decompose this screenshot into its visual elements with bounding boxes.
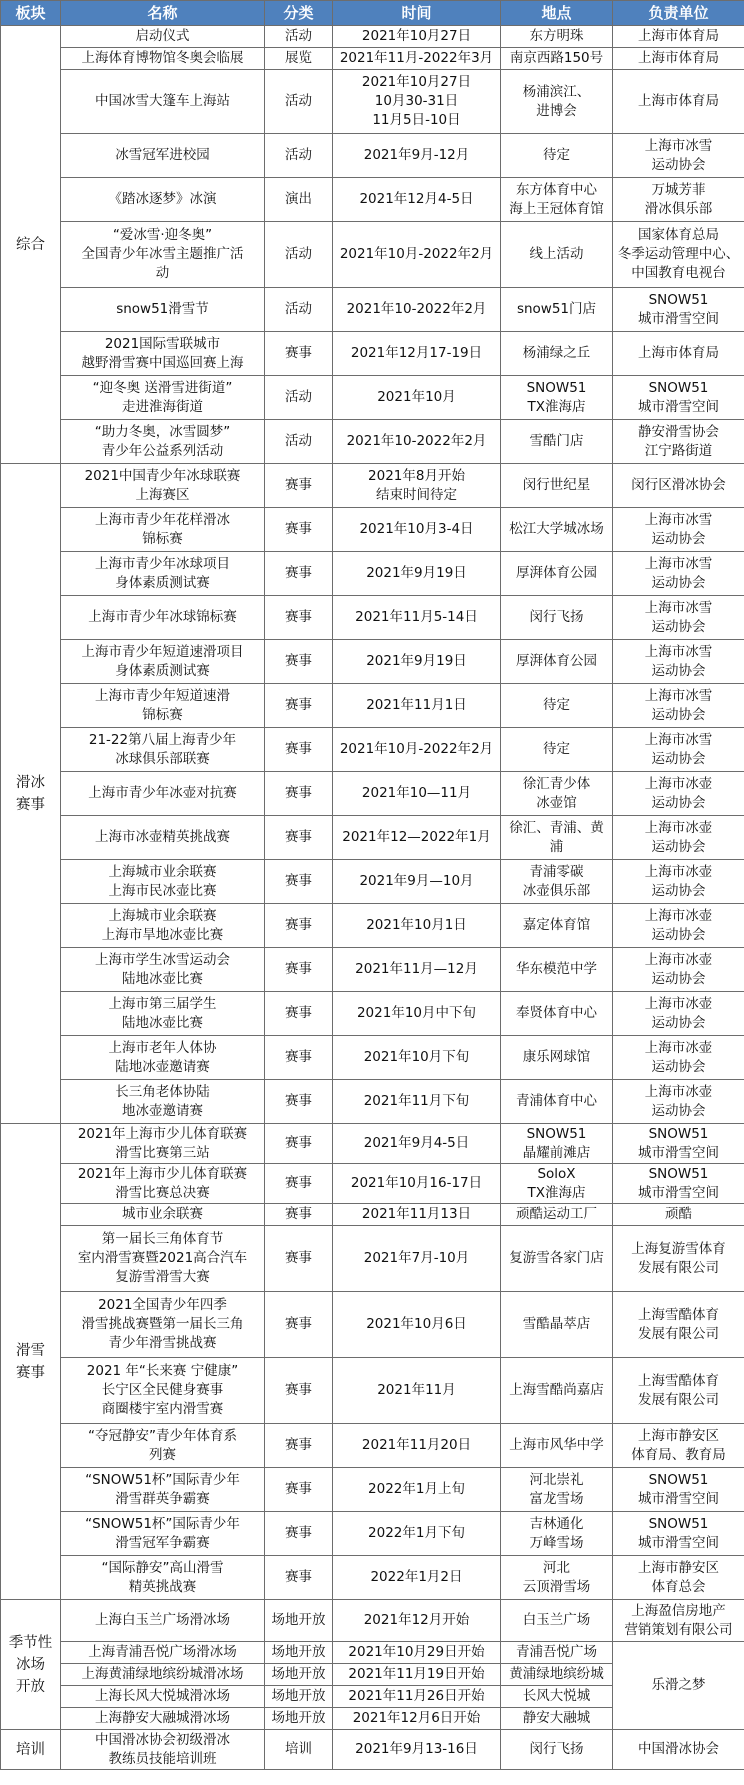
event-location-cell: 复游雪各家门店: [501, 1226, 613, 1292]
event-location-cell: 松江大学城冰场: [501, 508, 613, 552]
event-time-cell: 2021年10月29日开始: [333, 1642, 501, 1664]
event-location-cell: 华东模范中学: [501, 948, 613, 992]
event-organizer-cell: 上海市冰雪 运动协会: [613, 640, 744, 684]
event-organizer-cell: 上海市冰雪 运动协会: [613, 508, 744, 552]
event-name-cell: 上海市青少年冰球项目 身体素质测试赛: [61, 552, 265, 596]
event-location-cell: 吉林通化 万峰雪场: [501, 1512, 613, 1556]
event-location-cell: 线上活动: [501, 222, 613, 288]
header-category: 分类: [265, 1, 333, 26]
table-row: [1, 948, 744, 992]
event-time-cell: 2021年11月5-14日: [333, 596, 501, 640]
event-category-cell: 场地开放: [265, 1600, 333, 1642]
event-location-cell: 南京西路150号: [501, 48, 613, 70]
event-time-cell: 2021年8月开始 结束时间待定: [333, 464, 501, 508]
event-category-cell: 赛事: [265, 1424, 333, 1468]
event-organizer-cell: 上海盈信房地产 营销策划有限公司: [613, 1600, 744, 1642]
table-row: [1, 1600, 744, 1642]
event-name-cell: 上海市青少年冰壶对抗赛: [61, 772, 265, 816]
table-row: [1, 1358, 744, 1424]
event-time-cell: 2022年1月下旬: [333, 1512, 501, 1556]
event-category-cell: 演出: [265, 178, 333, 222]
table-row: [1, 816, 744, 860]
table-row: [1, 640, 744, 684]
event-location-cell: 待定: [501, 728, 613, 772]
table-row: [1, 1036, 744, 1080]
event-category-cell: 赛事: [265, 904, 333, 948]
table-row: [1, 464, 744, 508]
event-organizer-cell: 中国滑冰协会: [613, 1730, 744, 1770]
section-cell: 综合: [1, 26, 61, 464]
event-time-cell: 2021年10月1日: [333, 904, 501, 948]
event-location-cell: 厚湃体育公园: [501, 640, 613, 684]
table-row: [1, 26, 744, 48]
event-time-cell: 2021年11月—12月: [333, 948, 501, 992]
event-category-cell: 赛事: [265, 860, 333, 904]
event-time-cell: 2021年12—2022年1月: [333, 816, 501, 860]
event-name-cell: “SNOW51杯”国际青少年 滑雪冠军争霸赛: [61, 1512, 265, 1556]
event-time-cell: 2021年11月-2022年3月: [333, 48, 501, 70]
event-name-cell: 中国滑冰协会初级滑冰 教练员技能培训班: [61, 1730, 265, 1770]
event-name-cell: 上海城市业余联赛 上海市民冰壶比赛: [61, 860, 265, 904]
event-location-cell: 奉贤体育中心: [501, 992, 613, 1036]
event-time-cell: 2021年11月26日开始: [333, 1686, 501, 1708]
event-time-cell: 2021年10月: [333, 376, 501, 420]
section-cell: 培训: [1, 1730, 61, 1770]
event-name-cell: 冰雪冠军进校园: [61, 134, 265, 178]
table-row: [1, 860, 744, 904]
table-row: [1, 222, 744, 288]
table-row: [1, 420, 744, 464]
event-time-cell: 2021年10月27日: [333, 26, 501, 48]
section-cell: 季节性 冰场 开放: [1, 1600, 61, 1730]
table-row: [1, 376, 744, 420]
event-location-cell: 闵行飞扬: [501, 596, 613, 640]
table-row: [1, 1080, 744, 1124]
event-organizer-cell: 上海市冰壶 运动协会: [613, 860, 744, 904]
event-location-cell: SNOW51 TX淮海店: [501, 376, 613, 420]
event-time-cell: 2021年11月20日: [333, 1424, 501, 1468]
event-location-cell: 静安大融城: [501, 1708, 613, 1730]
header-time: 时间: [333, 1, 501, 26]
event-category-cell: 活动: [265, 288, 333, 332]
event-location-cell: 闵行世纪星: [501, 464, 613, 508]
event-name-cell: 启动仪式: [61, 26, 265, 48]
table-row: [1, 1642, 744, 1664]
event-name-cell: “爱冰雪·迎冬奥” 全国青少年冰雪主题推广活 动: [61, 222, 265, 288]
table-row: [1, 1512, 744, 1556]
event-name-cell: 上海市老年人体协 陆地冰壶邀请赛: [61, 1036, 265, 1080]
event-location-cell: 青浦吾悦广场: [501, 1642, 613, 1664]
event-organizer-cell: SNOW51 城市滑雪空间: [613, 288, 744, 332]
event-organizer-cell: 上海市体育局: [613, 48, 744, 70]
table-row: [1, 1292, 744, 1358]
event-name-cell: 上海长风大悦城滑冰场: [61, 1686, 265, 1708]
event-category-cell: 赛事: [265, 1080, 333, 1124]
event-name-cell: 上海青浦吾悦广场滑冰场: [61, 1642, 265, 1664]
event-time-cell: 2021年12月17-19日: [333, 332, 501, 376]
event-time-cell: 2021年10月下旬: [333, 1036, 501, 1080]
event-name-cell: “助力冬奥，冰雪圆梦” 青少年公益系列活动: [61, 420, 265, 464]
event-location-cell: 河北崇礼 富龙雪场: [501, 1468, 613, 1512]
event-organizer-cell: SNOW51 城市滑雪空间: [613, 1164, 744, 1204]
event-location-cell: 嘉定体育馆: [501, 904, 613, 948]
header-section: 板块: [1, 1, 61, 26]
event-time-cell: 2021年11月下旬: [333, 1080, 501, 1124]
event-category-cell: 赛事: [265, 1556, 333, 1600]
event-location-cell: 待定: [501, 134, 613, 178]
section-cell: 滑冰 赛事: [1, 464, 61, 1124]
event-category-cell: 赛事: [265, 1124, 333, 1164]
event-organizer-cell: SNOW51 城市滑雪空间: [613, 1468, 744, 1512]
event-organizer-cell: 上海市冰壶 运动协会: [613, 816, 744, 860]
table-row: [1, 508, 744, 552]
table-row: [1, 288, 744, 332]
event-name-cell: 上海市第三届学生 陆地冰壶比赛: [61, 992, 265, 1036]
event-time-cell: 2021年10月27日 10月30-31日 11月5日-10日: [333, 70, 501, 134]
table-row: [1, 178, 744, 222]
event-name-cell: 2021年上海市少儿体育联赛 滑雪比赛第三站: [61, 1124, 265, 1164]
event-time-cell: 2022年1月2日: [333, 1556, 501, 1600]
event-location-cell: 徐汇、青浦、黄浦: [501, 816, 613, 860]
event-category-cell: 场地开放: [265, 1642, 333, 1664]
event-time-cell: 2021年10月中下旬: [333, 992, 501, 1036]
header-row: [1, 1, 744, 26]
event-category-cell: 活动: [265, 222, 333, 288]
event-time-cell: 2021年9月4-5日: [333, 1124, 501, 1164]
event-name-cell: 上海市青少年冰球锦标赛: [61, 596, 265, 640]
event-time-cell: 2021年11月13日: [333, 1204, 501, 1226]
event-category-cell: 赛事: [265, 1204, 333, 1226]
table-row: [1, 904, 744, 948]
event-organizer-cell: 上海市体育局: [613, 70, 744, 134]
event-category-cell: 赛事: [265, 684, 333, 728]
event-time-cell: 2021年9月19日: [333, 640, 501, 684]
table-row: [1, 1204, 744, 1226]
event-name-cell: “夺冠静安”青少年体育系 列赛: [61, 1424, 265, 1468]
event-organizer-cell: 上海市冰雪 运动协会: [613, 134, 744, 178]
table-row: [1, 1124, 744, 1164]
event-category-cell: 赛事: [265, 464, 333, 508]
event-location-cell: 上海市风华中学: [501, 1424, 613, 1468]
section-cell: 滑雪 赛事: [1, 1124, 61, 1600]
event-name-cell: 2021全国青少年四季 滑雪挑战赛暨第一届长三角 青少年滑雪挑战赛: [61, 1292, 265, 1358]
event-time-cell: 2021年9月13-16日: [333, 1730, 501, 1770]
event-name-cell: 第一届长三角体育节 室内滑雪赛暨2021高合汽车 复游雪滑雪大赛: [61, 1226, 265, 1292]
event-name-cell: “迎冬奥 送滑雪进街道” 走进淮海街道: [61, 376, 265, 420]
table-row: [1, 134, 744, 178]
event-organizer-cell: 上海市静安区 体育局、教育局: [613, 1424, 744, 1468]
event-category-cell: 赛事: [265, 596, 333, 640]
event-time-cell: 2021年10月16-17日: [333, 1164, 501, 1204]
event-category-cell: 赛事: [265, 992, 333, 1036]
event-organizer-cell: 上海雪酷体育 发展有限公司: [613, 1292, 744, 1358]
event-category-cell: 赛事: [265, 332, 333, 376]
event-category-cell: 赛事: [265, 1226, 333, 1292]
event-organizer-cell: 上海复游雪体育 发展有限公司: [613, 1226, 744, 1292]
event-organizer-cell: 上海市体育局: [613, 26, 744, 48]
event-category-cell: 场地开放: [265, 1708, 333, 1730]
event-organizer-cell: 上海市冰壶 运动协会: [613, 904, 744, 948]
table-row: [1, 1730, 744, 1770]
event-location-cell: 杨浦滨江、 进博会: [501, 70, 613, 134]
event-location-cell: SNOW51 晶耀前滩店: [501, 1124, 613, 1164]
event-location-cell: 厚湃体育公园: [501, 552, 613, 596]
event-time-cell: 2021年10月-2022年2月: [333, 222, 501, 288]
table-row: [1, 684, 744, 728]
event-organizer-cell: 上海雪酷体育 发展有限公司: [613, 1358, 744, 1424]
event-name-cell: 2021年上海市少儿体育联赛 滑雪比赛总决赛: [61, 1164, 265, 1204]
table-row: [1, 728, 744, 772]
event-category-cell: 赛事: [265, 772, 333, 816]
event-category-cell: 场地开放: [265, 1686, 333, 1708]
header-location: 地点: [501, 1, 613, 26]
event-organizer-cell: 上海市冰壶 运动协会: [613, 948, 744, 992]
table-row: [1, 552, 744, 596]
event-name-cell: 中国冰雪大篷车上海站: [61, 70, 265, 134]
event-time-cell: 2021年9月-12月: [333, 134, 501, 178]
event-time-cell: 2021年10-2022年2月: [333, 420, 501, 464]
event-category-cell: 赛事: [265, 948, 333, 992]
event-category-cell: 赛事: [265, 1358, 333, 1424]
event-organizer-cell: 上海市冰雪 运动协会: [613, 728, 744, 772]
event-name-cell: 上海市青少年花样滑冰 锦标赛: [61, 508, 265, 552]
event-organizer-cell: 上海市冰雪 运动协会: [613, 596, 744, 640]
event-location-cell: 东方体育中心 海上王冠体育馆: [501, 178, 613, 222]
event-location-cell: 青浦体育中心: [501, 1080, 613, 1124]
event-location-cell: 闵行飞扬: [501, 1730, 613, 1770]
event-category-cell: 展览: [265, 48, 333, 70]
table-row: [1, 1556, 744, 1600]
event-organizer-cell: 静安滑雪协会 江宁路街道: [613, 420, 744, 464]
event-time-cell: 2021年12月6日开始: [333, 1708, 501, 1730]
event-category-cell: 活动: [265, 376, 333, 420]
event-organizer-cell: 上海市冰壶 运动协会: [613, 992, 744, 1036]
event-organizer-cell: 闵行区滑冰协会: [613, 464, 744, 508]
event-category-cell: 场地开放: [265, 1664, 333, 1686]
event-time-cell: 2021年7月-10月: [333, 1226, 501, 1292]
event-organizer-cell: SNOW51 城市滑雪空间: [613, 376, 744, 420]
event-time-cell: 2021年12月4-5日: [333, 178, 501, 222]
event-category-cell: 赛事: [265, 552, 333, 596]
event-location-cell: 康乐网球馆: [501, 1036, 613, 1080]
event-location-cell: 河北 云顶滑雪场: [501, 1556, 613, 1600]
event-location-cell: 东方明珠: [501, 26, 613, 48]
event-location-cell: 徐汇青少体 冰壶馆: [501, 772, 613, 816]
table-row: [1, 1226, 744, 1292]
event-name-cell: 城市业余联赛: [61, 1204, 265, 1226]
event-organizer-cell: 上海市冰壶 运动协会: [613, 1080, 744, 1124]
event-time-cell: 2021年10月-2022年2月: [333, 728, 501, 772]
event-name-cell: 上海白玉兰广场滑冰场: [61, 1600, 265, 1642]
event-organizer-cell: SNOW51 城市滑雪空间: [613, 1512, 744, 1556]
event-name-cell: 上海市青少年短道速滑项目 身体素质测试赛: [61, 640, 265, 684]
event-category-cell: 赛事: [265, 640, 333, 684]
event-time-cell: 2021年10月6日: [333, 1292, 501, 1358]
event-category-cell: 活动: [265, 26, 333, 48]
event-name-cell: snow51滑雪节: [61, 288, 265, 332]
event-name-cell: “SNOW51杯”国际青少年 滑雪群英争霸赛: [61, 1468, 265, 1512]
event-time-cell: 2021年10-2022年2月: [333, 288, 501, 332]
event-location-cell: 黄浦绿地缤纷城: [501, 1664, 613, 1686]
event-location-cell: 青浦零碳 冰壶俱乐部: [501, 860, 613, 904]
event-name-cell: 2021国际雪联城市 越野滑雪赛中国巡回赛上海: [61, 332, 265, 376]
event-location-cell: 雪酷门店: [501, 420, 613, 464]
event-name-cell: 《踏冰逐梦》冰演: [61, 178, 265, 222]
event-location-cell: 长风大悦城: [501, 1686, 613, 1708]
event-category-cell: 赛事: [265, 1292, 333, 1358]
table-row: [1, 1164, 744, 1204]
event-time-cell: 2022年1月上旬: [333, 1468, 501, 1512]
event-category-cell: 赛事: [265, 728, 333, 772]
table-row: [1, 992, 744, 1036]
event-organizer-cell: 上海市体育局: [613, 332, 744, 376]
event-category-cell: 赛事: [265, 816, 333, 860]
event-organizer-cell: 上海市静安区 体育总会: [613, 1556, 744, 1600]
table-row: [1, 596, 744, 640]
event-name-cell: 上海市学生冰雪运动会 陆地冰壶比赛: [61, 948, 265, 992]
event-category-cell: 赛事: [265, 1512, 333, 1556]
event-name-cell: 2021中国青少年冰球联赛 上海赛区: [61, 464, 265, 508]
event-category-cell: 赛事: [265, 1468, 333, 1512]
event-category-cell: 赛事: [265, 1164, 333, 1204]
event-location-cell: 杨浦绿之丘: [501, 332, 613, 376]
event-organizer-cell: 国家体育总局 冬季运动管理中心、 中国教育电视台: [613, 222, 744, 288]
event-location-cell: 顽酷运动工厂: [501, 1204, 613, 1226]
event-location-cell: 雪酷晶萃店: [501, 1292, 613, 1358]
event-category-cell: 赛事: [265, 508, 333, 552]
event-category-cell: 活动: [265, 134, 333, 178]
event-location-cell: 上海雪酷尚嘉店: [501, 1358, 613, 1424]
event-category-cell: 赛事: [265, 1036, 333, 1080]
table-row: [1, 1424, 744, 1468]
table-row: [1, 772, 744, 816]
event-time-cell: 2021年11月: [333, 1358, 501, 1424]
event-name-cell: 2021 年“长来赛 宁健康” 长宁区全民健身赛事 商圈楼宇室内滑雪赛: [61, 1358, 265, 1424]
event-time-cell: 2021年9月—10月: [333, 860, 501, 904]
header-organizer: 负责单位: [613, 1, 744, 26]
event-name-cell: 上海市青少年短道速滑 锦标赛: [61, 684, 265, 728]
event-name-cell: 长三角老体协陆 地冰壶邀请赛: [61, 1080, 265, 1124]
event-organizer-cell: 上海市冰雪 运动协会: [613, 552, 744, 596]
event-organizer-cell: 乐滑之梦: [613, 1642, 744, 1730]
event-time-cell: 2021年10—11月: [333, 772, 501, 816]
event-location-cell: SoloX TX淮海店: [501, 1164, 613, 1204]
table-row: [1, 70, 744, 134]
event-organizer-cell: 万城芳菲 滑冰俱乐部: [613, 178, 744, 222]
table-row: [1, 1468, 744, 1512]
event-location-cell: snow51门店: [501, 288, 613, 332]
event-name-cell: 上海市冰壶精英挑战赛: [61, 816, 265, 860]
header-name: 名称: [61, 1, 265, 26]
event-location-cell: 白玉兰广场: [501, 1600, 613, 1642]
event-time-cell: 2021年12月开始: [333, 1600, 501, 1642]
event-organizer-cell: 顽酷: [613, 1204, 744, 1226]
event-organizer-cell: 上海市冰壶 运动协会: [613, 772, 744, 816]
event-organizer-cell: 上海市冰雪 运动协会: [613, 684, 744, 728]
event-name-cell: 上海静安大融城滑冰场: [61, 1708, 265, 1730]
event-name-cell: 上海体育博物馆冬奥会临展: [61, 48, 265, 70]
event-time-cell: 2021年9月19日: [333, 552, 501, 596]
event-organizer-cell: SNOW51 城市滑雪空间: [613, 1124, 744, 1164]
event-time-cell: 2021年11月19日开始: [333, 1664, 501, 1686]
event-category-cell: 培训: [265, 1730, 333, 1770]
event-time-cell: 2021年11月1日: [333, 684, 501, 728]
event-name-cell: 上海黄浦绿地缤纷城滑冰场: [61, 1664, 265, 1686]
event-category-cell: 活动: [265, 420, 333, 464]
event-organizer-cell: 上海市冰壶 运动协会: [613, 1036, 744, 1080]
event-name-cell: 21-22第八届上海青少年 冰球俱乐部联赛: [61, 728, 265, 772]
event-category-cell: 活动: [265, 70, 333, 134]
table-row: [1, 332, 744, 376]
event-time-cell: 2021年10月3-4日: [333, 508, 501, 552]
event-name-cell: 上海城市业余联赛 上海市旱地冰壶比赛: [61, 904, 265, 948]
table-row: [1, 48, 744, 70]
event-location-cell: 待定: [501, 684, 613, 728]
event-name-cell: “国际静安”高山滑雪 精英挑战赛: [61, 1556, 265, 1600]
